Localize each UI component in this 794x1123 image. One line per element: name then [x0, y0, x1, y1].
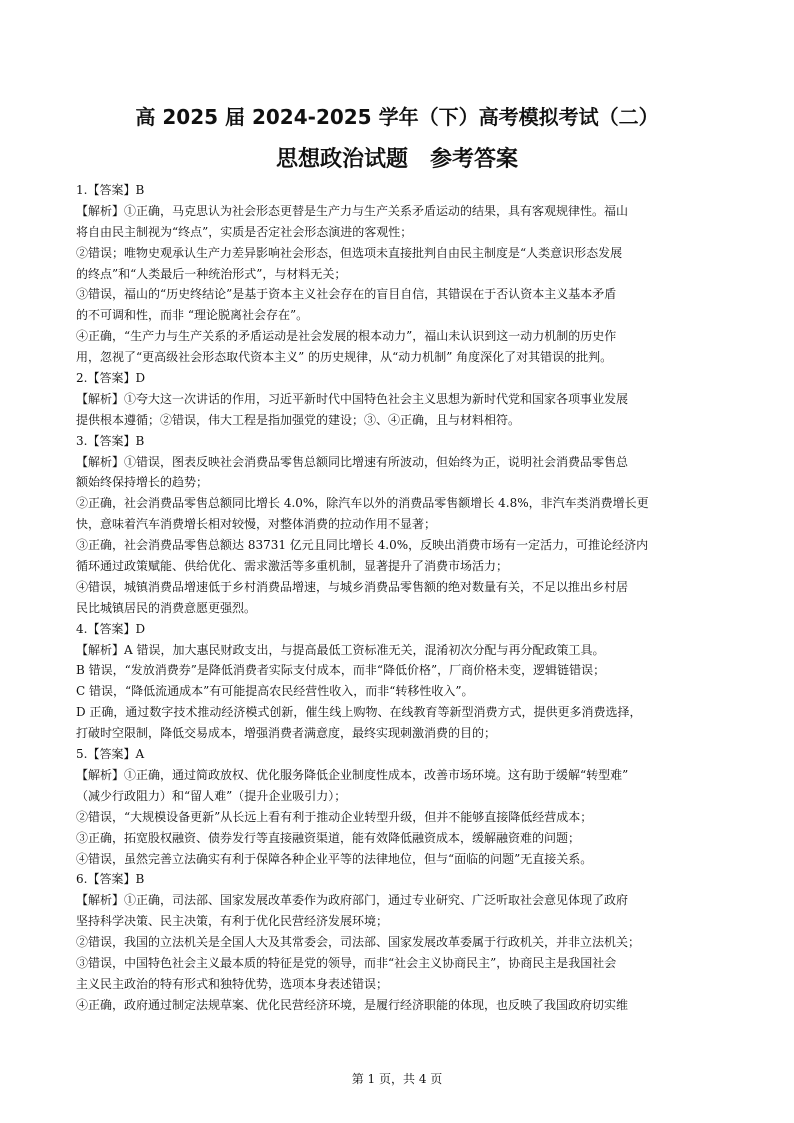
text-line: ②错误，“大规模设备更新”从长远上看有利于推动企业转型升级，但并不能够直接降低经营成本； [76, 809, 593, 824]
text-line: 【解析】①正确，马克思认为社会形态更替是生产力与生产关系矛盾运动的结果，具有客观规律性。福山 [76, 203, 629, 218]
text-line: ④错误，城镇消费品增速低于乡村消费品增速，与城乡消费品零售额的绝对数量有关，不足以推出乡村居 [76, 579, 629, 594]
text-line: D 正确，通过数字技术推动经济模式创新，催生线上购物、在线教育等新型消费方式，提供更多消费选择， [76, 705, 642, 720]
text-line: 【解析】①夸大这一次讲话的作用，习近平新时代中国特色社会主义思想为新时代党和国家各项事业发展 [76, 391, 629, 406]
exam-title: 高 2025 届 2024-2025 学年（下）高考模拟考试（二） [135, 105, 659, 129]
document-subtitle: 思想政治试题 参考答案 [275, 147, 518, 172]
text-line: 的终点”和“人类最后一种统治形式”，与材料无关； [76, 266, 347, 281]
text-line: 【解析】A 错误，加大惠民财政支出，与提高最低工资标准无关，混淆初次分配与再分配政策工具。 [76, 642, 605, 657]
text-line: 坚持科学决策、民主决策，有利于优化民营经济发展环境； [76, 914, 389, 929]
text-line: ③正确，社会消费品零售总额达 83731 亿元且同比增长 4.0%，反映出消费市场有一定活力，可推论经济内 [76, 538, 649, 553]
text-line: 3.【答案】B [76, 433, 145, 448]
text-line: 【解析】①正确，通过简政放权、优化服务降低企业制度性成本，改善市场环境。这有助于缓解“转型难” [76, 767, 629, 782]
text-line: 民比城镇居民的消费意愿更强烈。 [76, 600, 257, 615]
text-line: 将自由民主制视为“终点”，实质是否定社会形态演进的客观性； [76, 224, 413, 239]
text-line: ④正确，“生产力与生产关系的矛盾运动是社会发展的根本动力”，福山未认识到这一动力机制的历史作 [76, 329, 617, 344]
text-line: ②正确，社会消费品零售总额同比增长 4.0%，除汽车以外的消费品零售额增长 4.8%，非汽车类消费增长更 [76, 496, 649, 511]
text-line: 【解析】①错误，图表反映社会消费品零售总额同比增速有所波动，但始终为正，说明社会消费品零售总 [76, 454, 629, 469]
text-line: ②错误；唯物史观承认生产力差异影响社会形态，但选项未直接批判自由民主制度是“人类意识形态发展 [76, 245, 623, 260]
text-line: 主义民主政治的特有形式和独特优势，选项本身表述错误； [76, 976, 389, 991]
text-line: ③正确，拓宽股权融资、债券发行等直接融资渠道，能有效降低融资成本，缓解融资难的问题； [76, 830, 581, 845]
text-line: 打破时空限制，降低交易成本，增强消费者满意度，最终实现刺激消费的目的； [76, 726, 497, 741]
text-line: （减少行政阻力）和“留人难”（提升企业吸引力）； [76, 788, 347, 803]
text-line: 用，忽视了“更高级社会形态取代资本主义” 的历史规律，从“动力机制” 角度深化了对其错误的批判。 [76, 350, 613, 365]
text-line: ③错误，福山的“历史终结论”是基于资本主义社会存在的盲目自信，其错误在于否认资本主义基本矛盾 [76, 287, 617, 302]
text-line: C 错误，“降低流通成本”有可能提高农民经营性收入，而非“转移性收入”。 [76, 684, 474, 699]
text-line: 提供根本遵循；②错误，伟大工程是指加强党的建设；③、④正确，且与材料相符。 [76, 412, 521, 427]
text-line: 快，意味着汽车消费增长相对较慢，对整体消费的拉动作用不显著； [76, 517, 437, 532]
text-line: 2.【答案】D [76, 371, 146, 386]
text-line: ④错误，虽然完善立法确实有利于保障各种企业平等的法律地位，但与“面临的问题”无直接关系。 [76, 851, 593, 866]
text-line: ②错误，我国的立法机关是全国人大及其常委会，司法部、国家发展改革委属于行政机关，并非立法机关； [76, 935, 641, 950]
text-line: 5.【答案】A [76, 747, 145, 762]
text-line: 6.【答案】B [76, 872, 145, 887]
text-line: 循环通过政策赋能、供给优化、需求激活等多重机制，显著提升了消费市场活力； [76, 559, 509, 574]
text-line: ④正确，政府通过制定法规草案、优化民营经济环境，是履行经济职能的体现，也反映了我国政府切实维 [76, 997, 629, 1012]
answer-content [76, 180, 724, 1016]
text-line: 1.【答案】B [76, 183, 145, 197]
text-line: ③错误，中国特色社会主义最本质的特征是党的领导，而非“社会主义协商民主”，协商民主是我国社会 [76, 955, 617, 970]
text-line: 【解析】①正确，司法部、国家发展改革委作为政府部门，通过专业研究、广泛听取社会意见体现了政府 [76, 893, 629, 908]
text-line: 额始终保持增长的趋势； [76, 475, 209, 490]
text-line: 的不可调和性，而非 “理论脱离社会存在”。 [76, 308, 309, 323]
text-line: B 错误，“发放消费券”是降低消费者实际支付成本，而非“降低价格”，厂商价格未变，逻辑链错误； [76, 663, 606, 678]
page-number: 第 1 页，共 4 页 [351, 1072, 443, 1086]
text-line: 4.【答案】D [76, 621, 146, 636]
